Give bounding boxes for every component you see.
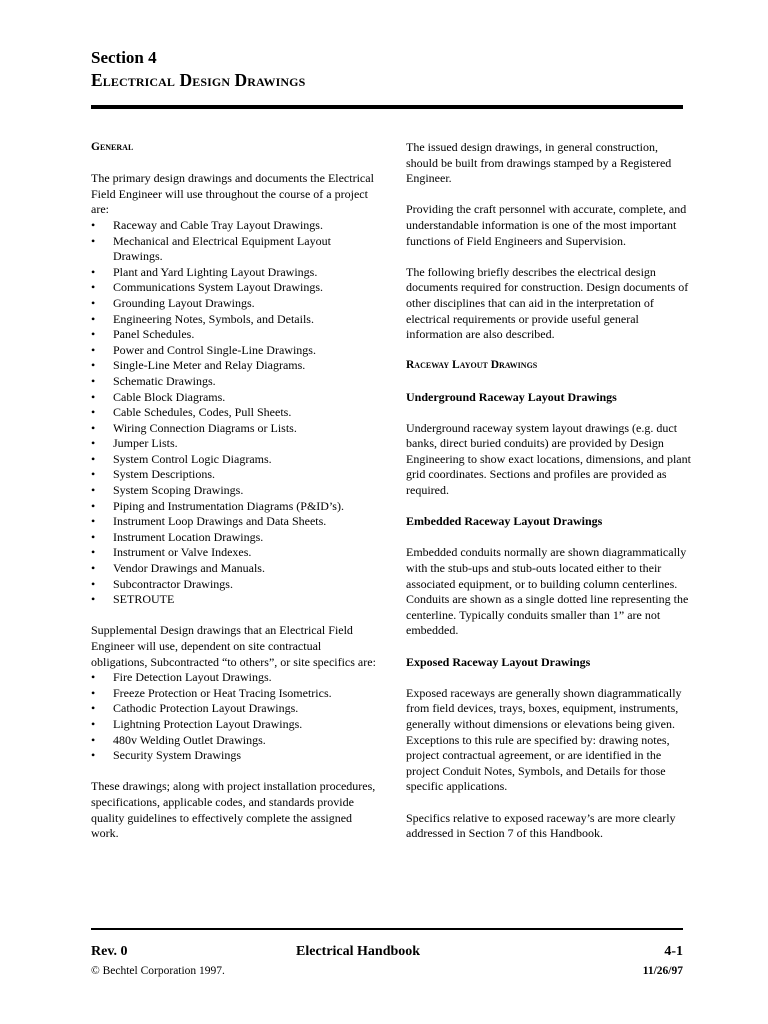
list-item: • System Control Logic Diagrams. xyxy=(91,452,377,468)
list-item: • Plant and Yard Lighting Layout Drawings. xyxy=(91,265,377,281)
exposed-heading: Exposed Raceway Layout Drawings xyxy=(406,654,591,669)
list-item: • Wiring Connection Diagrams or Lists. xyxy=(91,421,377,437)
list-item: • Instrument Loop Drawings and Data Sheets. xyxy=(91,514,377,530)
header-rule xyxy=(91,105,683,109)
issued-drawings-paragraph: The issued design drawings, in general construction, should be built from drawings stamped by a Registered Engineer. xyxy=(406,140,672,186)
page-number: 4-1 xyxy=(664,944,683,959)
embedded-paragraph: Embedded conduits normally are shown diagrammatically with the stub-ups and stub-outs located either to their associated equipment, or to building column centerlines. Conduits are shown as a single dotted line representing the centerline. Typically conduits smaller than 1” are not embedded. xyxy=(406,545,689,638)
list-item: • SETROUTE xyxy=(91,592,377,608)
revision-label: Rev. 0 xyxy=(91,944,128,959)
craft-personnel-paragraph: Providing the craft personnel with accurate, complete, and understandable information is one of the most important functions of Field Engineers and Supervision. xyxy=(406,202,687,248)
primary-drawings-list xyxy=(91,218,377,608)
section-title: Electrical Design Drawings xyxy=(91,70,306,90)
list-item: • Subcontractor Drawings. xyxy=(91,577,377,593)
list-item: • Instrument or Valve Indexes. xyxy=(91,545,377,561)
left-column xyxy=(91,140,377,842)
copyright-notice: © Bechtel Corporation 1997. xyxy=(91,965,225,977)
list-item: • Vendor Drawings and Manuals. xyxy=(91,561,377,577)
list-item: • Cable Schedules, Codes, Pull Sheets. xyxy=(91,405,377,421)
revision-date: 11/26/97 xyxy=(642,965,683,977)
specifics-paragraph: Specifics relative to exposed raceway’s are more clearly addressed in Section 7 of this Handbook. xyxy=(406,810,676,841)
underground-paragraph: Underground raceway system layout drawings (e.g. duct banks, direct buried conduits) are provided by Design Engineering to show exact locations, dimensions, and plant grid coordinates. Sections and profiles are provided as required. xyxy=(406,420,691,498)
exposed-paragraph: Exposed raceways are generally shown diagrammatically from field devices, trays, boxes, equipment, instruments, generally without dimensions or elevations being given. Exceptions to this rule are specified by: drawing notes, project contractual agreement, or are identified in the project Conduit Notes, Symbols, and Details for those specific applications. xyxy=(406,685,682,794)
list-item: • System Scoping Drawings. xyxy=(91,483,377,499)
list-item: • Schematic Drawings. xyxy=(91,374,377,390)
list-item: • Freeze Protection or Heat Tracing Isometrics. xyxy=(91,686,377,702)
list-item: • Single-Line Meter and Relay Diagrams. xyxy=(91,358,377,374)
list-item: • System Descriptions. xyxy=(91,467,377,483)
list-item: • Fire Detection Layout Drawings. xyxy=(91,670,377,686)
list-item: • 480v Welding Outlet Drawings. xyxy=(91,733,377,749)
list-item: • Raceway and Cable Tray Layout Drawings. xyxy=(91,218,377,234)
list-item: • Mechanical and Electrical Equipment Layout Drawings. xyxy=(91,234,377,265)
intro-paragraph: The primary design drawings and documents the Electrical Field Engineer will use throughout the course of a project are: xyxy=(91,171,374,217)
footer-rule xyxy=(91,928,683,930)
supplemental-intro-paragraph: Supplemental Design drawings that an Electrical Field Engineer will use, dependent on site contractual obligations, Subcontracted “to others”, or site specifics are: xyxy=(91,623,376,669)
list-item: • Jumper Lists. xyxy=(91,436,377,452)
closing-paragraph: These drawings; along with project installation procedures, specifications, applicable codes, and standards provide quality guidelines to effectively complete the assigned work. xyxy=(91,779,376,841)
list-item: • Cable Block Diagrams. xyxy=(91,390,377,406)
list-item: • Security System Drawings xyxy=(91,748,377,764)
list-item: • Engineering Notes, Symbols, and Details. xyxy=(91,312,377,328)
supplemental-drawings-list xyxy=(91,670,377,764)
list-item: • Panel Schedules. xyxy=(91,327,377,343)
underground-heading: Underground Raceway Layout Drawings xyxy=(406,389,617,404)
embedded-heading: Embedded Raceway Layout Drawings xyxy=(406,514,603,529)
list-item: • Communications System Layout Drawings. xyxy=(91,280,377,296)
design-documents-paragraph: The following briefly describes the electrical design documents required for construction. Design documents of other disciplines that can aid in the interpretation of electrical requirements or provide useful general information are also described. xyxy=(406,264,689,342)
section-number: Section 4 xyxy=(91,48,157,67)
list-item: • Power and Control Single-Line Drawings. xyxy=(91,343,377,359)
list-item: • Lightning Protection Layout Drawings. xyxy=(91,717,377,733)
list-item: • Cathodic Protection Layout Drawings. xyxy=(91,701,377,717)
list-item: • Grounding Layout Drawings. xyxy=(91,296,377,312)
general-heading: General xyxy=(91,141,134,153)
book-title: Electrical Handbook xyxy=(296,944,421,959)
raceway-heading: Raceway Layout Drawings xyxy=(406,359,538,372)
list-item: • Instrument Location Drawings. xyxy=(91,530,377,546)
right-column xyxy=(406,140,692,842)
list-item: • Piping and Instrumentation Diagrams (P&ID’s). xyxy=(91,499,377,515)
